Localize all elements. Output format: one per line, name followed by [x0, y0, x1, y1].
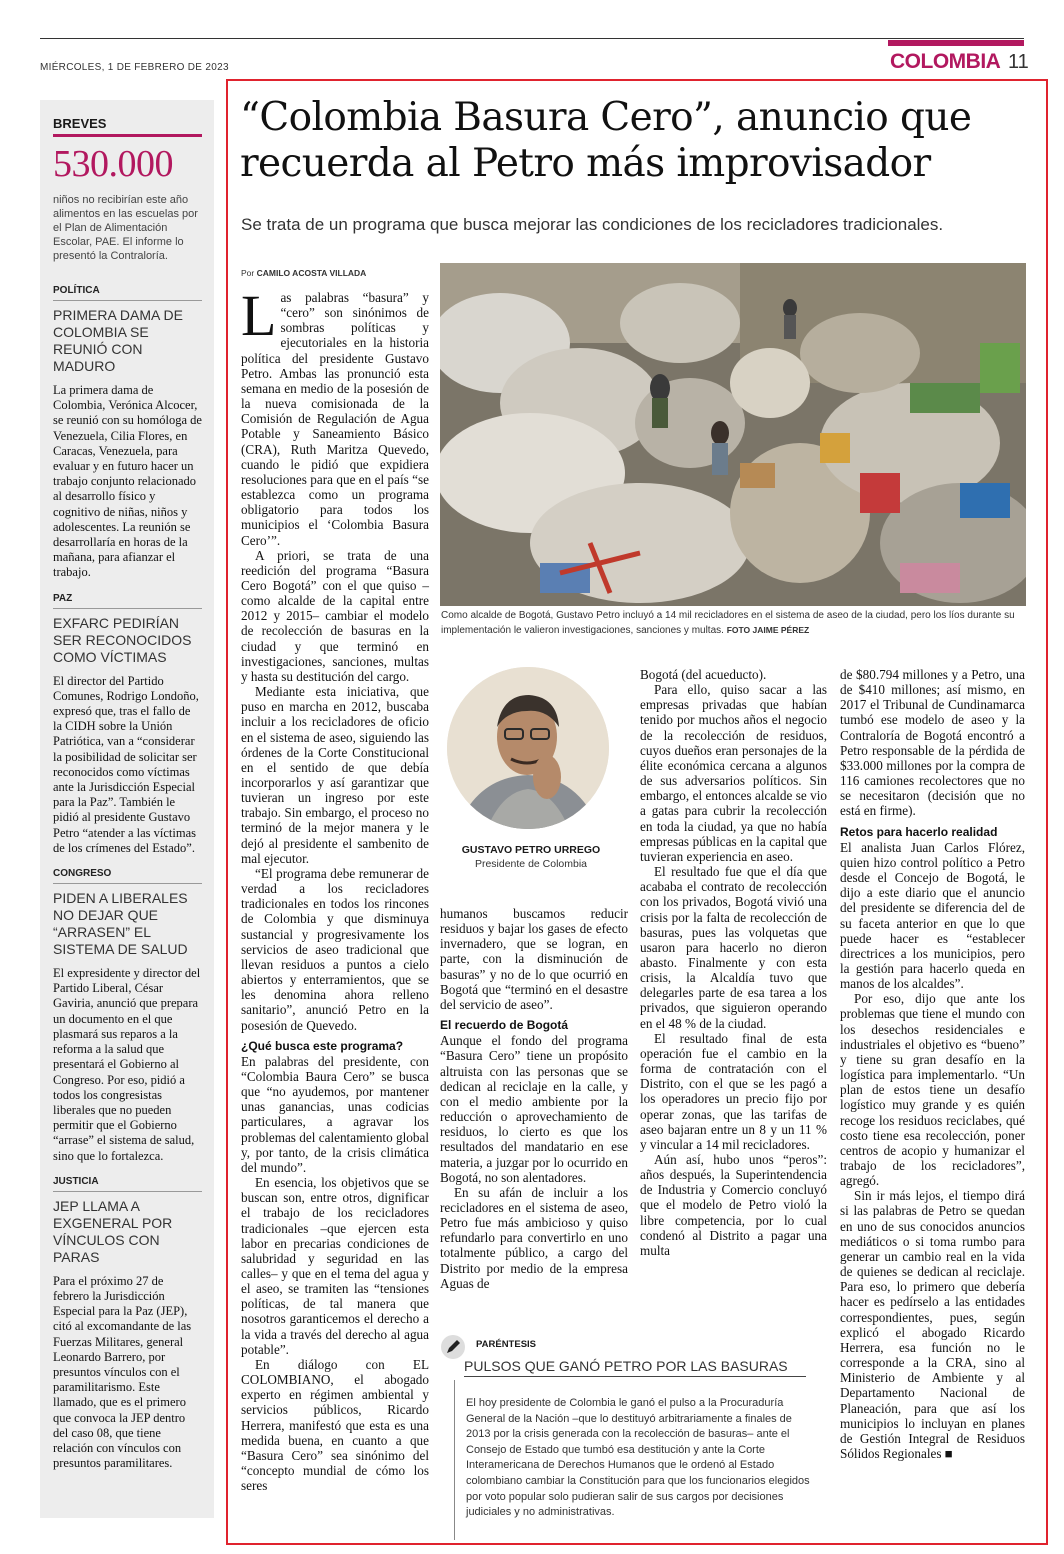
paragraph: de $80.794 millones y a Petro, una de $410 millones; así mismo, en 2017 el Tribunal de Cundinamarca tumbó ese modelo de aseo y la Contraloría de Bogotá encontró a Petro responsable de la pérdida de $33.000 millones por la compra de 116 camiones recolectores que no se necesitaron (decisión que no está en firme).: [840, 667, 1025, 819]
paragraph: Bogotá (del acueducto).: [640, 667, 767, 682]
paragraph: [241, 283, 429, 548]
paragraph: Para ello, quiso sacar a las empresas privadas que habían tenido por muchos años el negocio de la recolección de residuos, cuyos dueños eran personajes de la élite económica cercana a algunos de sus adversarios políticos. Sin embargo, el entonces alcalde se vio a gatas para cubrir la recolección en toda la ciudad, ya que no había empresas públicas en la capital que tuvieran experiencia en aseo.: [640, 682, 827, 864]
breves-text: niños no recibirían este año alimentos en las escuelas por el Plan de Alimentación Escolar, PAE. El informe lo presentó la Contraloría.: [53, 194, 198, 262]
sidebar-body: La primera dama de Colombia, Verónica Alcocer, se reunió con su homóloga de Venezuela, Cilia Flores, en Caracas, Venezuela, para evaluar y en futuro hacer un trabajo conjunto relacionado al desarrollo físico y cognitivo de niñas, niños y adolescentes. La reunión se desarrollaría en horas de la mañana, para afianzar el trabajo.: [53, 383, 202, 580]
sidebar-body: Para el próximo 27 de febrero la Jurisdicción Especial para la Paz (JEP), citó al excomandante de las Fuerzas Militares, general Leonardo Barrero, por presuntos vínculos con el paramilitarismo. Este llamado, que es el primero que convoca la JEP dentro del caso 08, que tiene relación con vínculos con presuntos paramilitares.: [53, 1273, 192, 1471]
paragraph: En diálogo con EL COLOMBIANO, el abogado experto en régimen ambiental y servicios públicos, Ricardo Herrera, manifestó que esta es una medida buena, en cuanto a que “Basura Cero” sea sinónimo del “concepto mundial de cómo los seres: [241, 1356, 429, 1494]
sidebar-item-politica: [53, 285, 202, 581]
pen-icon: [440, 1334, 466, 1360]
paragraph: El resultado final de esta operación fue el cambio en la forma de contratación con el Distrito, con el que se les pagó a los operadores un precio fijo por operar zonas, que las tarifas de aseo bajaran entre un 8 y un 11 % y vincular a 14 mil recicladores.: [640, 1030, 827, 1152]
paragraph: humanos buscamos reducir residuos y bajar los gases de efecto invernadero, que se logran, en parte, con la disminución de basuras” y no de lo que ocurrió en Bogotá que “terminó en el desastre del servicio de aseo”.: [440, 906, 628, 1012]
portrait-role: Presidente de Colombia: [474, 858, 588, 870]
portrait-photo: [447, 667, 609, 829]
paragraph: En palabras del presidente, con “Colombia Baura Cero” se busca que “no ayudemos, por mantener unas ganancias, unas codicias particulares, a agravar los problemas del calentamiento global y, por tanto, de la crisis climática del mundo”.: [241, 1053, 429, 1175]
paragraph-text: as palabras “basura” y “cero” son sinónimos de sombras políticas y ejecutoriales en la historia política del presidente Gustavo Petro. Ambas las pronunció esta semana en medio de la posesión de la nueva comisionada de la Comisión de Regulación de Agua Potable y Saneamiento Básico (CRA), Ruth Maritza Quevedo, cuando le pidió que expidiera resoluciones para que en el país “se establezca como un programa obligatorio para todos los municipios el ‘Colombia Basura Cero’”.: [241, 290, 429, 548]
section-accent-bar: [888, 40, 1024, 46]
sidebar-headline: PIDEN A LIBERALES NO DEJAR QUE “ARRASEN” EL SISTEMA DE SALUD: [53, 890, 188, 958]
section-name: COLOMBIA: [890, 50, 1001, 73]
subhead: Retos para hacerlo realidad: [840, 824, 998, 839]
article-subtitle: Se trata de un programa que busca mejorar las condiciones de los recicladores tradicionales.: [241, 215, 944, 234]
sidebar-headline: PRIMERA DAMA DE COLOMBIA SE REUNIÓ CON MADURO: [53, 307, 183, 374]
subhead: ¿Qué busca este programa?: [241, 1038, 404, 1053]
parentesis-body: El hoy presidente de Colombia le ganó el pulso a la Procuraduría General de la Nación –que lo destituyó arbitrariamente a finales de 2013 por la crisis generada con la recolección de basuras– ante el Consejo de Estado que tumbó esa destitución y ante la Corte Interamericana de Derechos Humanos que le ordenó al Estado colombiano cambiar la Constitución para que los funcionarios elegidos por voto popular solo pudieran salir de sus cargos por decisiones judiciales y no administrativas.: [466, 1397, 810, 1519]
paragraph: Aunque el fondo del programa “Basura Cero” tiene un propósito altruista con las personas que se dedican al reciclaje en la calle, y con el medio ambiente por la reducción o aprovechamiento de residuos, lo cierto es que los resultados del mandatario en ese materia, a juzgar por lo ocurrido en Bogotá, no son alentadores.: [440, 1033, 628, 1185]
sidebar-rule: [53, 608, 202, 609]
breves-sidebar: [40, 100, 214, 1518]
byline-author: CAMILO ACOSTA VILLADA: [256, 268, 367, 278]
byline-prefix: Por: [241, 268, 255, 278]
sidebar-rule: [53, 883, 202, 884]
portrait-illustration: [447, 667, 609, 829]
article-headline: “Colombia Basura Cero”, anuncio que recuerda al Petro más improvisador: [240, 95, 972, 186]
parentesis-box: [440, 1334, 830, 1544]
byline: [241, 268, 366, 278]
edition-date: MIÉRCOLES, 1 DE FEBRERO DE 2023: [40, 62, 229, 73]
paragraph: “El programa debe remunerar de verdad a los recicladores tradicionales en todos los rincones de Colombia y que disminuya sustancial y progresivamente los servicios de aseo tradicional que llevan residuos a puntos a cielo abiertos y enterramientos, que se les denomina ahora relleno sanitario”, anunció Petro en la posesión de Quevedo.: [241, 865, 429, 1033]
parentesis-side-rule: [454, 1380, 455, 1540]
paragraph: En esencia, los objetivos que se buscan son, entre otros, dignificar el trabajo de los recicladores tradicionales –que ejercen esta labor en precarias condiciones de salubridad y seguridad en las calles– y que en el tema del agua y el aseo, se tramiten las “tensiones políticas, de tal manera que nosotros garanticemos el derecho a la vida a través del derecho al agua potable”.: [241, 1175, 429, 1357]
sidebar-body: El expresidente y director del Partido Liberal, César Gaviria, anunció que prepara un documento en el que plasmará sus reparos a la reforma a la salud que presentará el Gobierno al Congreso. Por eso, pidió a todos los congresistas liberales que no pueden permitir que el Gobierno “arrase” el sistema de salud, sino que lo fortalezca.: [53, 966, 201, 1163]
article-column-2: [440, 906, 628, 1291]
recyclers-photo: [440, 263, 1026, 606]
caption-text: Como alcalde de Bogotá, Gustavo Petro incluyó a 14 mil recicladores en el sistema de aseo de la ciudad, pero los líos durante su implementación le valieron investigaciones, sanciones y multas.: [441, 610, 1015, 636]
sidebar-item-congreso: [53, 868, 202, 1164]
sidebar-body: El director del Partido Comunes, Rodrigo Londoño, expresó que, tras el fallo de la CIDH sobre la Unión Patriótica, van a “considerar la posibilidad de solicitar ser reconocidos como víctimas ante la Jurisdicción Especial para la Paz”. También le pidió al presidente Gustavo Petro “atender a las víctimas de los crímenes del Estado”.: [53, 673, 199, 855]
paragraph: El analista Juan Carlos Flórez, quien hizo control político a Petro desde el Concejo de Bogotá, le dijo a este diario que el anuncio del presidente se diferencia del de su faceta anterior en que lo que puede hacer es “establecer directrices a los municipios, pero la gestión para hacerlo queda en manos de los alcaldes”.: [840, 839, 1025, 992]
portrait-name: GUSTAVO PETRO URREGO: [461, 844, 601, 856]
breves-number: 530.000: [53, 143, 173, 185]
paragraph: El resultado fue que el día que acababa el contrato de recolección con los privados, Bogotá vivió una crisis por la falta de recolección de basuras, pues las volquetas que usaron para hacerlo no dieron abasto. Finalmente y con esta crisis, la Alcaldía tuvo que delegarles parte de esa tarea a los privados, que siguieron operando en el 48 % de la ciudad.: [640, 864, 827, 1031]
sidebar-headline: EXFARC PEDIRÍAN SER RECONOCIDOS COMO VÍCTIMAS: [53, 614, 192, 665]
parentesis-headline: PULSOS QUE GANÓ PETRO POR LAS BASURAS: [464, 1358, 806, 1377]
subhead: El recuerdo de Bogotá: [440, 1018, 569, 1033]
sidebar-item-justicia: [53, 1176, 202, 1472]
sidebar-kicker: PAZ: [53, 592, 73, 604]
paragraph: A priori, se trata de una reedición del programa “Basura Cero Bogotá” con el que quiso –como alcalde de la capital entre 2012 y 2015– cambiar el modelo de recolección de basuras en la ciudad y que terminó en investigaciones, sanciones, multas y hasta su destitución del cargo.: [241, 547, 429, 684]
photo-credit: FOTO JAIME PÉREZ: [726, 625, 810, 635]
dropcap: L: [241, 283, 277, 348]
paragraph: Sin ir más lejos, el tiempo dirá si las palabras de Petro se quedan en uno de sus conocidos anuncios mediáticos o si toma rumbo para generar un cambio real en la vida de quienes se dedican al reciclaje. Para eso, lo primero que debería hacer es pedírselo a las entidades correspondientes, pues, según explicó el abogado Ricardo Herrera, esa función no le corresponde a la CRA, sino al Ministerio de Ambiente y al Departamento Nacional de Planeación, para que así los municipios lo incluyan en planes de Gestión Integral de Residuos Sólidos Regionales ■: [840, 1188, 1025, 1461]
sidebar-kicker: JUSTICIA: [53, 1175, 99, 1187]
sidebar-kicker: POLÍTICA: [53, 285, 100, 296]
breves-label: BREVES: [53, 116, 107, 131]
sidebar-rule: [53, 1191, 202, 1192]
paragraph: Mediante esta iniciativa, que puso en marcha en 2012, buscaba incluir a los recicladores de oficio en el sistema de aseo, siguiendo las órdenes de la Corte Constitucional en el sentido de que debía incorporarlos y así garantizar que tuvieran un ingreso por este trabajo. Sin embargo, el proceso no terminó de la mejor manera y le dejó al presidente el sambenito de mal ejecutor.: [241, 684, 429, 866]
article-column-1: [241, 283, 429, 1494]
paragraph: Por eso, dijo que ante los problemas que tiene el mundo con los desechos residenciales e industriales el objetivo es “bueno” y tiene su gran desafío en la logística para implementarlo. “Un plan de estos tiene un desafío logístico muy grande y es quién recoge los residuos reciclabes, qué costo tiene esa recolección, poner centros de acopio y humanizar el trabajo de los recicladores”, agregó.: [840, 991, 1025, 1189]
page-number: 11: [1008, 51, 1029, 73]
article-column-3: [640, 667, 827, 1258]
sidebar-item-paz: [53, 593, 202, 856]
paragraph: En su afán de incluir a los recicladores en el sistema de aseo, Petro fue más ambicioso y quiso refundarlo para convertirlo en uno totalmente público, a cargo del Distrito por medio de la empresa Aguas de: [440, 1184, 628, 1291]
article-column-4: [840, 667, 1025, 1461]
paragraph: Aún así, hubo unos “peros”: años después, la Superintendencia de Industria y Comercio concluyó que el modelo de Petro violó la libre competencia, por lo cual condenó al Distrito a pagar una multa: [640, 1152, 827, 1258]
breves-rule: [53, 134, 202, 137]
sidebar-kicker: CONGRESO: [53, 868, 112, 880]
recyclers-photo-illustration: [440, 263, 1026, 606]
photo-caption: [441, 609, 1026, 638]
sidebar-headline: JEP LLAMA A EXGENERAL POR VÍNCULOS CON PARAS: [53, 1197, 173, 1265]
top-rule: [40, 38, 1024, 39]
sidebar-rule: [53, 300, 202, 301]
parentesis-kicker: PARÉNTESIS: [476, 1339, 537, 1350]
